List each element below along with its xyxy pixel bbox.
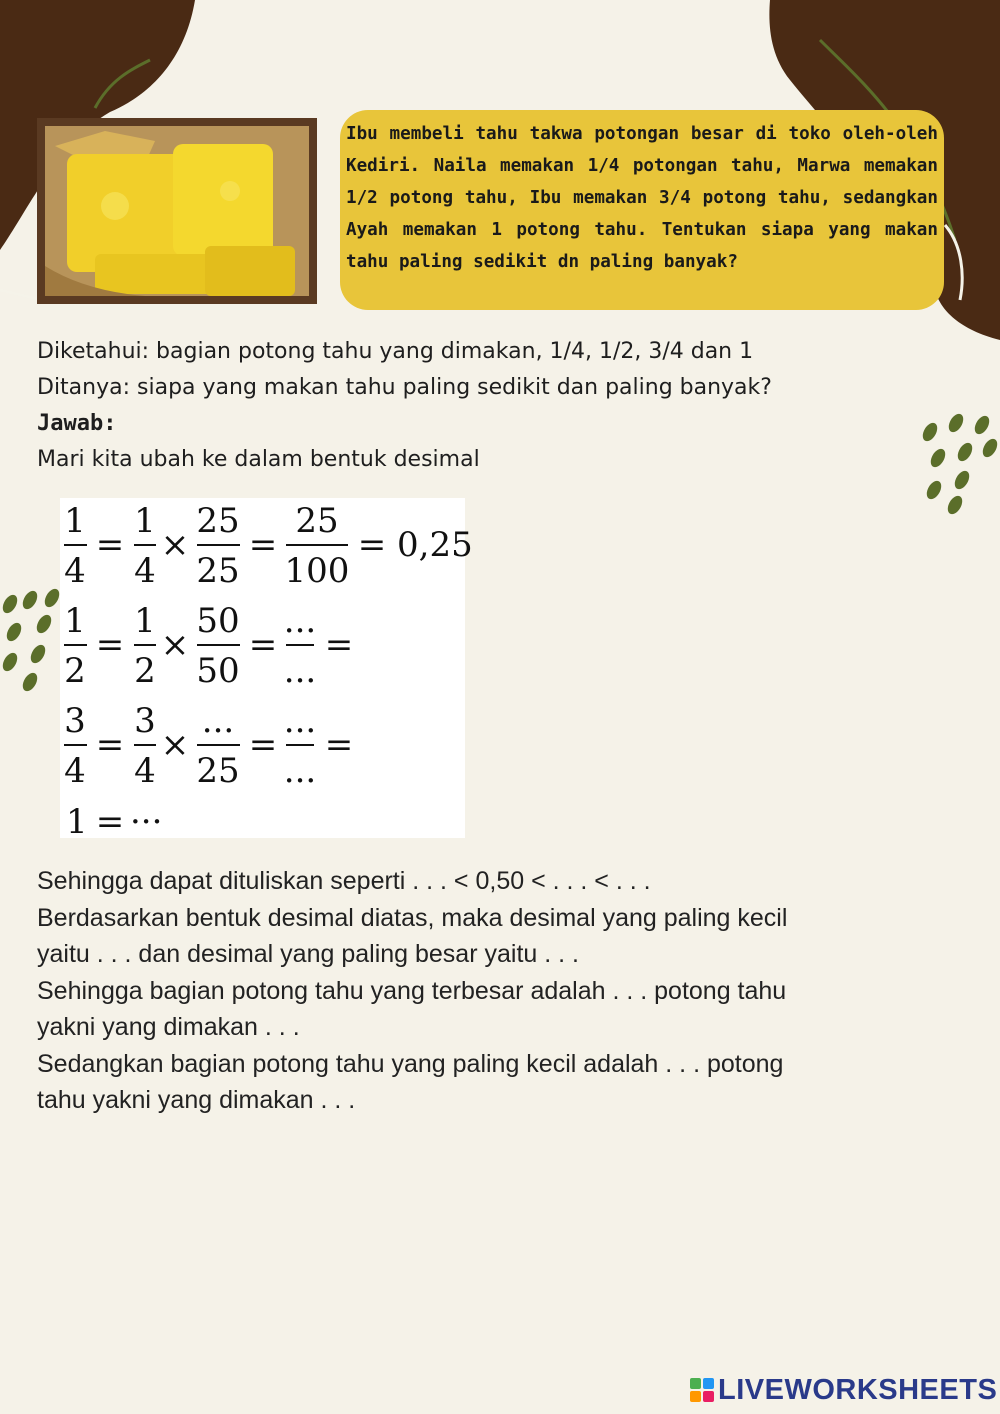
row3-a-den: 4	[64, 751, 86, 791]
row2-eq-3: =	[324, 625, 354, 665]
row4-eq: =	[95, 802, 125, 842]
equation-row-3	[64, 701, 353, 791]
story-box	[340, 110, 944, 310]
row1-c-den: 25	[196, 551, 240, 591]
equation-row-1	[64, 501, 473, 591]
known-line: Diketahui: bagian potong tahu yang dimakan, 1/4, 1/2, 3/4 dan 1	[37, 339, 754, 364]
row3-a-num: 3	[64, 701, 86, 741]
row1-d-num: 25	[295, 501, 339, 541]
liveworksheets-logo[interactable]	[690, 1372, 997, 1408]
row1-eq-3: =	[357, 525, 387, 565]
row3-c-den: 25	[196, 751, 240, 791]
row2-d-num: ...	[283, 601, 317, 641]
asked-line: Ditanya: siapa yang makan tahu paling sedikit dan paling banyak?	[37, 375, 772, 400]
row2-times: ×	[160, 625, 190, 665]
instruction-line: Mari kita ubah ke dalam bentuk desimal	[37, 447, 480, 472]
row3-d-den: ...	[283, 751, 317, 791]
answer-line-3: yaitu . . . dan desimal yang paling besar yaitu . . .	[37, 940, 579, 968]
row2-b-num: 1	[134, 601, 156, 641]
row1-a-num: 1	[64, 501, 86, 541]
tofu-photo	[37, 118, 317, 304]
answer-line-7: tahu yakni yang dimakan . . .	[37, 1086, 356, 1114]
row2-a-den: 2	[64, 651, 86, 691]
question-section	[37, 334, 977, 478]
answer-label: Jawab:	[37, 411, 117, 436]
row3-eq-1: =	[95, 725, 125, 765]
row1-c-num: 25	[196, 501, 240, 541]
row1-b-den: 4	[134, 551, 156, 591]
row2-c-den: 50	[196, 651, 240, 691]
answer-line-6: Sedangkan bagian potong tahu yang paling kecil adalah . . . potong	[37, 1049, 784, 1078]
answer-line-5: yakni yang dimakan . . .	[37, 1013, 300, 1041]
row2-eq-1: =	[95, 625, 125, 665]
row1-result: 0,25	[397, 525, 473, 565]
row1-eq-1: =	[95, 525, 125, 565]
row2-d-den: ...	[283, 651, 317, 691]
answer-line-2: Berdasarkan bentuk desimal diatas, maka desimal yang paling kecil	[37, 903, 788, 932]
leaf-dots-left	[0, 586, 62, 693]
row2-b-den: 2	[134, 651, 156, 691]
story-text: Ibu membeli tahu takwa potongan besar di toko oleh-oleh Kediri. Naila memakan 1/4 potongan tahu, Marwa memakan 1/2 potong tahu, Ibu memakan 3/4 potong tahu, sedangkan Ayah memakan 1 potong tahu. Tentukan siapa yang makan tahu paling sedikit dn paling banyak?	[346, 124, 938, 272]
row3-eq-2: =	[248, 725, 278, 765]
row3-times: ×	[160, 725, 190, 765]
row4-rhs: ···	[130, 802, 163, 842]
answer-section	[37, 863, 982, 1119]
math-equations	[60, 498, 473, 842]
row2-a-num: 1	[64, 601, 86, 641]
row4-lhs: 1	[66, 802, 88, 842]
row3-b-den: 4	[134, 751, 156, 791]
row1-times: ×	[160, 525, 190, 565]
answer-line-1: Sehingga dapat dituliskan seperti . . . < 0,50 < . . . < . . .	[37, 867, 651, 895]
row1-a-den: 4	[64, 551, 86, 591]
equation-row-4	[66, 802, 162, 842]
row3-d-num: ...	[283, 701, 317, 741]
logo-text: LIVEWORKSHEETS	[718, 1373, 998, 1406]
row3-c-num: ...	[201, 701, 235, 741]
liveworksheets-logo-icon	[690, 1378, 714, 1402]
row1-d-den: 100	[284, 551, 350, 591]
equation-row-2	[64, 601, 353, 691]
row1-eq-2: =	[248, 525, 278, 565]
row2-c-num: 50	[196, 601, 240, 641]
row3-eq-3: =	[324, 725, 354, 765]
answer-line-4: Sehingga bagian potong tahu yang terbesar adalah . . . potong tahu	[37, 976, 787, 1005]
row2-eq-2: =	[248, 625, 278, 665]
row1-b-num: 1	[134, 501, 156, 541]
row3-b-num: 3	[134, 701, 156, 741]
